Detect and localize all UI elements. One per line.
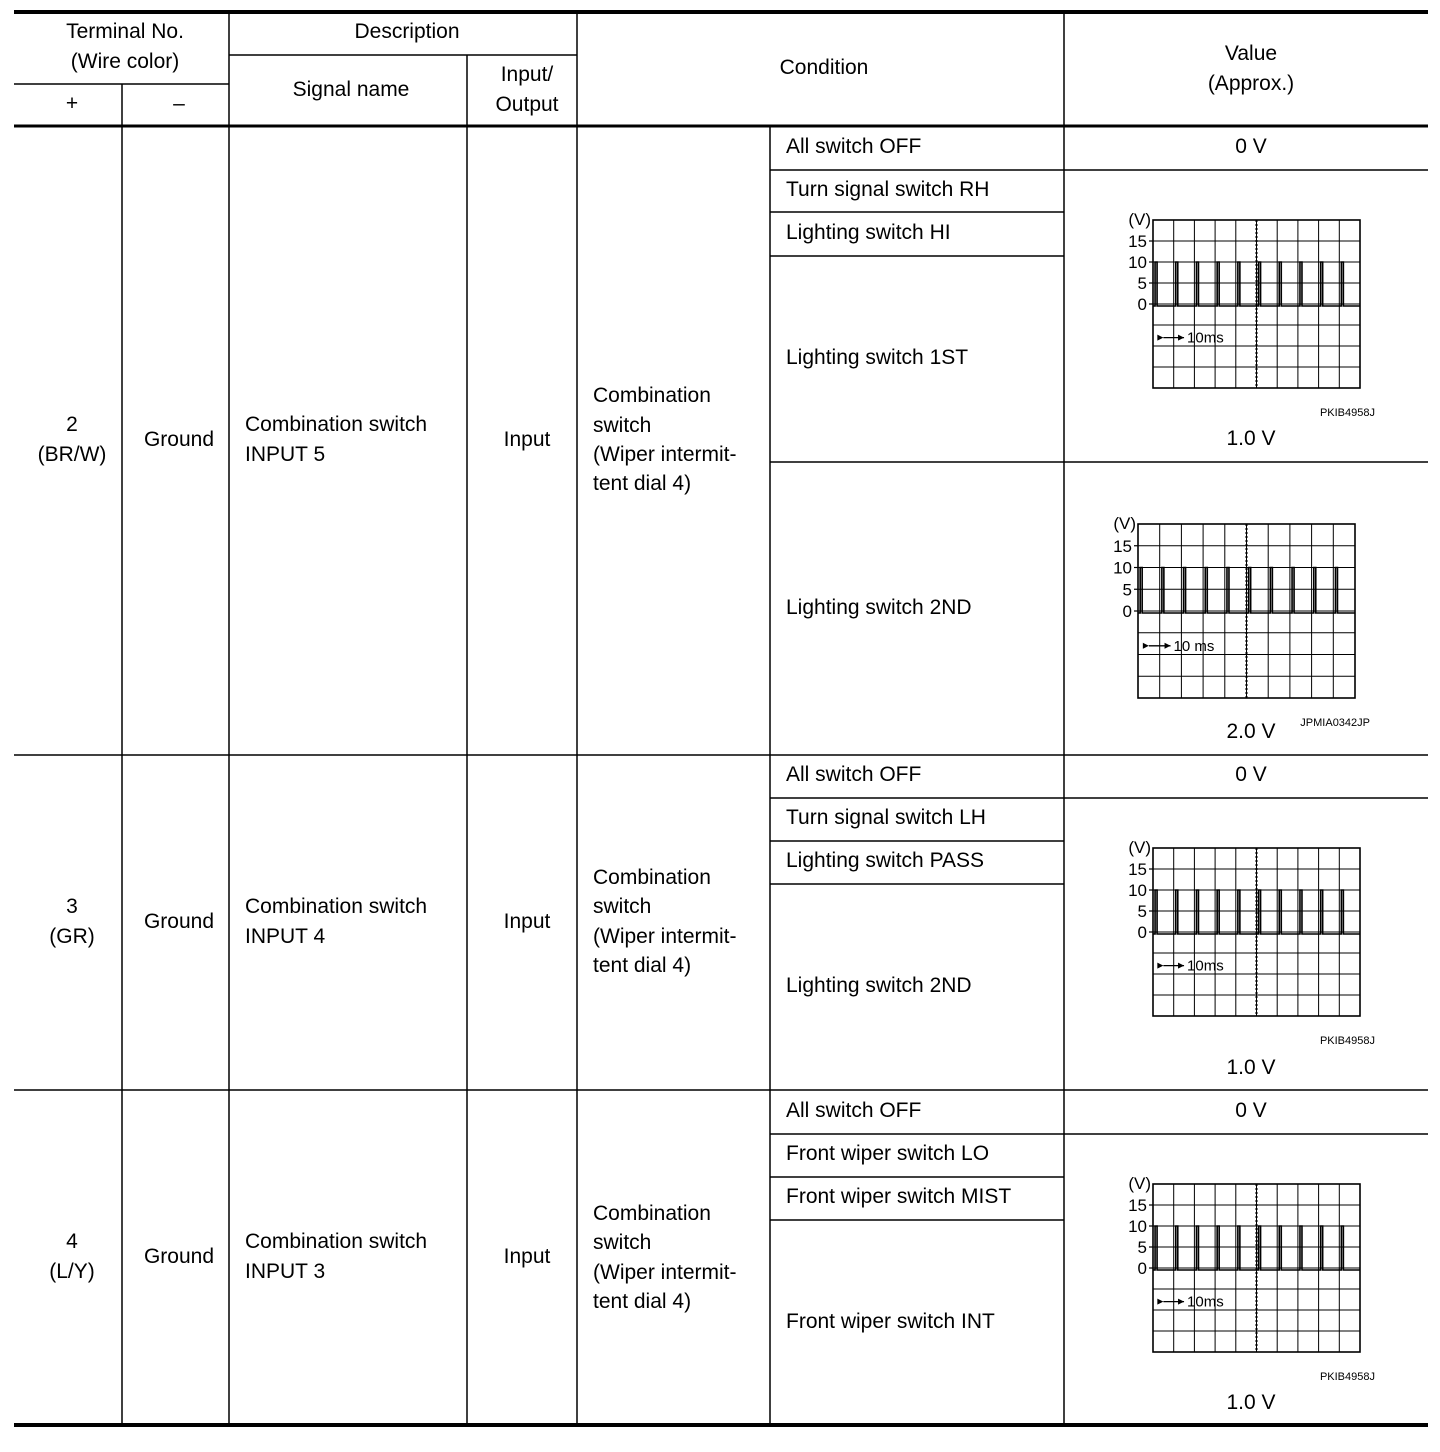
signal-name: Combination switch bbox=[245, 1230, 428, 1253]
scope-y-tick: 15 bbox=[1113, 536, 1132, 556]
subcondition: Lighting switch 2ND bbox=[786, 596, 972, 619]
oscilloscope-waveform bbox=[1128, 1174, 1375, 1383]
value-cell: 2.0 V bbox=[1226, 720, 1276, 743]
subcondition: Lighting switch 1ST bbox=[786, 346, 969, 369]
scope-y-tick: 5 bbox=[1122, 580, 1132, 600]
terminal-number: 2 bbox=[66, 413, 78, 436]
header-input-output: Input/ bbox=[500, 63, 554, 86]
time-division-label: 10ms bbox=[1187, 957, 1224, 975]
condition-line1: Combination bbox=[593, 866, 711, 889]
io-cell: Input bbox=[503, 1245, 551, 1268]
ground-cell: Ground bbox=[143, 1245, 215, 1268]
figure-id: PKIB4958J bbox=[1319, 1371, 1375, 1383]
header-description: Description bbox=[354, 20, 460, 43]
io-cell: Input bbox=[503, 428, 551, 451]
table-rules bbox=[14, 12, 1428, 1425]
value-cell: 0 V bbox=[1235, 135, 1267, 158]
figure-id: PKIB4958J bbox=[1319, 407, 1375, 419]
header-terminal-no: Terminal No. bbox=[66, 20, 184, 43]
subcondition: Lighting switch 2ND bbox=[786, 974, 972, 997]
subcondition: Turn signal switch RH bbox=[786, 178, 990, 201]
subcondition: All switch OFF bbox=[786, 763, 922, 786]
subcondition: Front wiper switch INT bbox=[786, 1310, 995, 1333]
ground-cell: Ground bbox=[143, 428, 215, 451]
time-division-label: 10 ms bbox=[1173, 637, 1215, 655]
subcondition: Lighting switch HI bbox=[786, 221, 951, 244]
scope-y-unit: (V) bbox=[1128, 838, 1151, 857]
scope-y-tick: 10 bbox=[1113, 558, 1132, 578]
subcondition: Front wiper switch LO bbox=[786, 1142, 990, 1165]
scope-y-tick: 15 bbox=[1128, 860, 1147, 879]
condition-line2: switch bbox=[593, 414, 652, 437]
ground-cell: Ground bbox=[143, 910, 215, 933]
value-cell: 0 V bbox=[1235, 1099, 1267, 1122]
header-signal-name: Signal name bbox=[292, 78, 410, 101]
scope-y-tick: 0 bbox=[1137, 923, 1147, 942]
signal-name-line2: INPUT 4 bbox=[245, 925, 326, 948]
subcondition: Lighting switch PASS bbox=[786, 849, 985, 872]
figure-id: PKIB4958J bbox=[1319, 1035, 1375, 1047]
scope-y-tick: 15 bbox=[1128, 232, 1147, 251]
condition-line3: (Wiper intermit- bbox=[593, 1261, 737, 1284]
header-input-output-2: Output bbox=[495, 93, 559, 116]
wire-color: (L/Y) bbox=[49, 1260, 95, 1283]
subcondition: All switch OFF bbox=[786, 1099, 922, 1122]
scope-y-tick: 5 bbox=[1137, 902, 1147, 921]
oscilloscope-waveform bbox=[1128, 210, 1375, 419]
scope-y-unit: (V) bbox=[1128, 210, 1151, 229]
table-row bbox=[38, 135, 1276, 743]
signal-name-line2: INPUT 3 bbox=[245, 1260, 326, 1283]
terminal-number: 3 bbox=[66, 895, 78, 918]
header-condition: Condition bbox=[779, 56, 869, 79]
condition-line4: tent dial 4) bbox=[593, 472, 692, 495]
time-division-label: 10ms bbox=[1187, 329, 1224, 347]
scope-y-tick: 0 bbox=[1122, 602, 1132, 621]
subcondition: All switch OFF bbox=[786, 135, 922, 158]
subcondition: Front wiper switch MIST bbox=[786, 1185, 1012, 1208]
oscilloscope-waveform bbox=[1128, 838, 1375, 1047]
condition-line2: switch bbox=[593, 1231, 652, 1254]
header-plus: + bbox=[65, 92, 79, 115]
value-cell: 1.0 V bbox=[1226, 1391, 1276, 1414]
scope-y-tick: 10 bbox=[1128, 881, 1147, 900]
scope-y-tick: 15 bbox=[1128, 1196, 1147, 1215]
scope-y-unit: (V) bbox=[1113, 514, 1136, 533]
header-wire-color: (Wire color) bbox=[70, 50, 180, 73]
table-row bbox=[49, 763, 1275, 1079]
wire-color: (BR/W) bbox=[37, 443, 107, 466]
scope-y-tick: 0 bbox=[1137, 1259, 1147, 1278]
io-cell: Input bbox=[503, 910, 551, 933]
oscilloscope-waveform bbox=[1113, 514, 1370, 729]
header-value-approx: (Approx.) bbox=[1207, 72, 1295, 95]
condition-line2: switch bbox=[593, 895, 652, 918]
condition-line4: tent dial 4) bbox=[593, 1290, 692, 1313]
subcondition: Turn signal switch LH bbox=[786, 806, 986, 829]
wire-color: (GR) bbox=[49, 925, 95, 948]
value-cell: 1.0 V bbox=[1226, 427, 1276, 450]
time-division-label: 10ms bbox=[1187, 1293, 1224, 1311]
table-header bbox=[66, 20, 1294, 116]
table-row bbox=[49, 1099, 1275, 1414]
condition-line1: Combination bbox=[593, 384, 711, 407]
condition-line1: Combination bbox=[593, 1202, 711, 1225]
value-cell: 0 V bbox=[1235, 763, 1267, 786]
scope-y-tick: 5 bbox=[1137, 1238, 1147, 1257]
condition-line4: tent dial 4) bbox=[593, 954, 692, 977]
terminal-number: 4 bbox=[66, 1230, 78, 1253]
scope-y-tick: 5 bbox=[1137, 274, 1147, 293]
condition-line3: (Wiper intermit- bbox=[593, 443, 737, 466]
header-minus: – bbox=[173, 92, 185, 115]
scope-y-unit: (V) bbox=[1128, 1174, 1151, 1193]
value-cell: 1.0 V bbox=[1226, 1056, 1276, 1079]
signal-name-line2: INPUT 5 bbox=[245, 443, 326, 466]
scope-y-tick: 0 bbox=[1137, 295, 1147, 314]
header-value: Value bbox=[1224, 42, 1278, 65]
signal-name: Combination switch bbox=[245, 895, 428, 918]
figure-id: JPMIA0342JP bbox=[1300, 717, 1370, 729]
signal-name: Combination switch bbox=[245, 413, 428, 436]
condition-line3: (Wiper intermit- bbox=[593, 925, 737, 948]
scope-y-tick: 10 bbox=[1128, 253, 1147, 272]
scope-y-tick: 10 bbox=[1128, 1217, 1147, 1236]
